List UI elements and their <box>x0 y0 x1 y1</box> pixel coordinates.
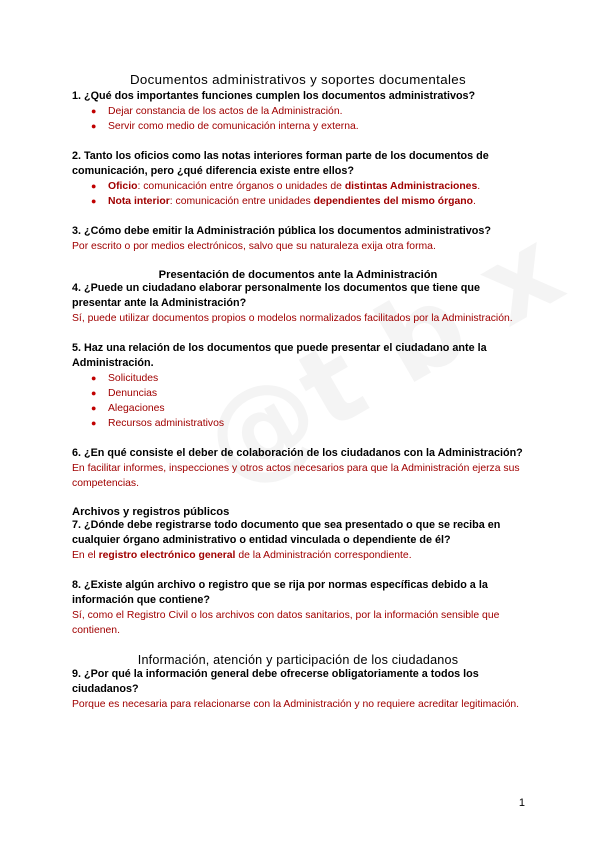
answer-list-1 <box>72 104 524 134</box>
list-item: ● Recursos administrativos <box>91 418 225 429</box>
answer-4: Sí, puede utilizar documentos propios o modelos normalizados facilitados por la Administración. <box>72 313 513 324</box>
section-heading-archivos: Archivos y registros públicos <box>72 506 230 518</box>
answer-9: Porque es necesaria para relacionarse con la Administración y no requiere acreditar legitimación. <box>72 699 520 710</box>
list-item: ● Denuncias <box>91 388 158 399</box>
question-6: 6. ¿En qué consiste el deber de colaboración de los ciudadanos con la Administración? <box>72 447 523 459</box>
oficio-label: Oficio <box>108 181 138 192</box>
list-item: ● Servir como medio de comunicación interna y externa. <box>91 121 359 132</box>
oficio-bold: distintas Administraciones <box>344 181 478 192</box>
answer-6: En facilitar informes, inspecciones y otros actos necesarios para que la Administración ejerza sus competencias. <box>72 463 520 489</box>
page-number: 1 <box>518 797 525 809</box>
list-item: ● Nota interior: comunicación entre unidades dependientes del mismo órgano. <box>91 196 476 207</box>
bullet-dot-icon: ● <box>91 403 97 413</box>
list-item: ● Solicitudes <box>91 373 159 384</box>
question-3: 3. ¿Cómo debe emitir la Administración pública los documentos administrativos? <box>72 225 491 237</box>
question-4: 4. ¿Puede un ciudadano elaborar personalmente los documentos que tiene que presentar ante la Administración? <box>72 282 480 309</box>
list-item: ● Oficio: comunicación entre órganos o unidades de distintas Administraciones. <box>91 181 481 192</box>
list-item: ● Dejar constancia de los actos de la Administración. <box>91 106 343 117</box>
document-title: Documentos administrativos y soportes documentales <box>129 72 467 87</box>
question-7: 7. ¿Dónde debe registrarse todo documento que sea presentado o que se reciba en cualquier órgano administrativo o entidad vinculada o dependiente de él? <box>72 519 501 546</box>
bullet-dot-icon: ● <box>91 106 97 116</box>
answer-list-2 <box>72 179 524 209</box>
answer-3: Por escrito o por medios electrónicos, salvo que su naturaleza exija otra forma. <box>72 241 436 252</box>
nota-bold: dependientes del mismo órgano <box>313 196 473 207</box>
question-2: 2. Tanto los oficios como las notas interiores forman parte de los documentos de comunicación, pero ¿qué diferencia existe entre ellos? <box>72 150 489 177</box>
answer-7: En el registro electrónico general de la Administración correspondiente. <box>72 550 412 561</box>
answer-8: Sí, como el Registro Civil o los archivos con datos sanitarios, por la información sensible que contienen. <box>72 610 500 636</box>
document-content <box>72 72 524 712</box>
question-5: 5. Haz una relación de los documentos que puede presentar el ciudadano ante la Administración. <box>72 342 487 369</box>
registro-bold: registro electrónico general <box>98 550 236 561</box>
bullet-dot-icon: ● <box>91 121 97 131</box>
bullet-dot-icon: ● <box>91 181 97 191</box>
section-heading-presentacion: Presentación de documentos ante la Administración <box>158 269 438 281</box>
bullet-dot-icon: ● <box>91 196 97 206</box>
question-1: 1. ¿Qué dos importantes funciones cumplen los documentos administrativos? <box>72 90 476 102</box>
answer-list-5 <box>72 371 524 431</box>
nota-label: Nota interior <box>108 196 170 207</box>
section-heading-informacion: Información, atención y participación de los ciudadanos <box>137 653 459 667</box>
bullet-dot-icon: ● <box>91 418 97 428</box>
question-9: 9. ¿Por qué la información general debe ofrecerse obligatoriamente a todos los ciudadanos? <box>72 668 479 695</box>
bullet-dot-icon: ● <box>91 388 97 398</box>
bullet-dot-icon: ● <box>91 373 97 383</box>
question-8: 8. ¿Existe algún archivo o registro que se rija por normas específicas debido a la información que contiene? <box>72 579 488 606</box>
list-item: ● Alegaciones <box>91 403 165 414</box>
